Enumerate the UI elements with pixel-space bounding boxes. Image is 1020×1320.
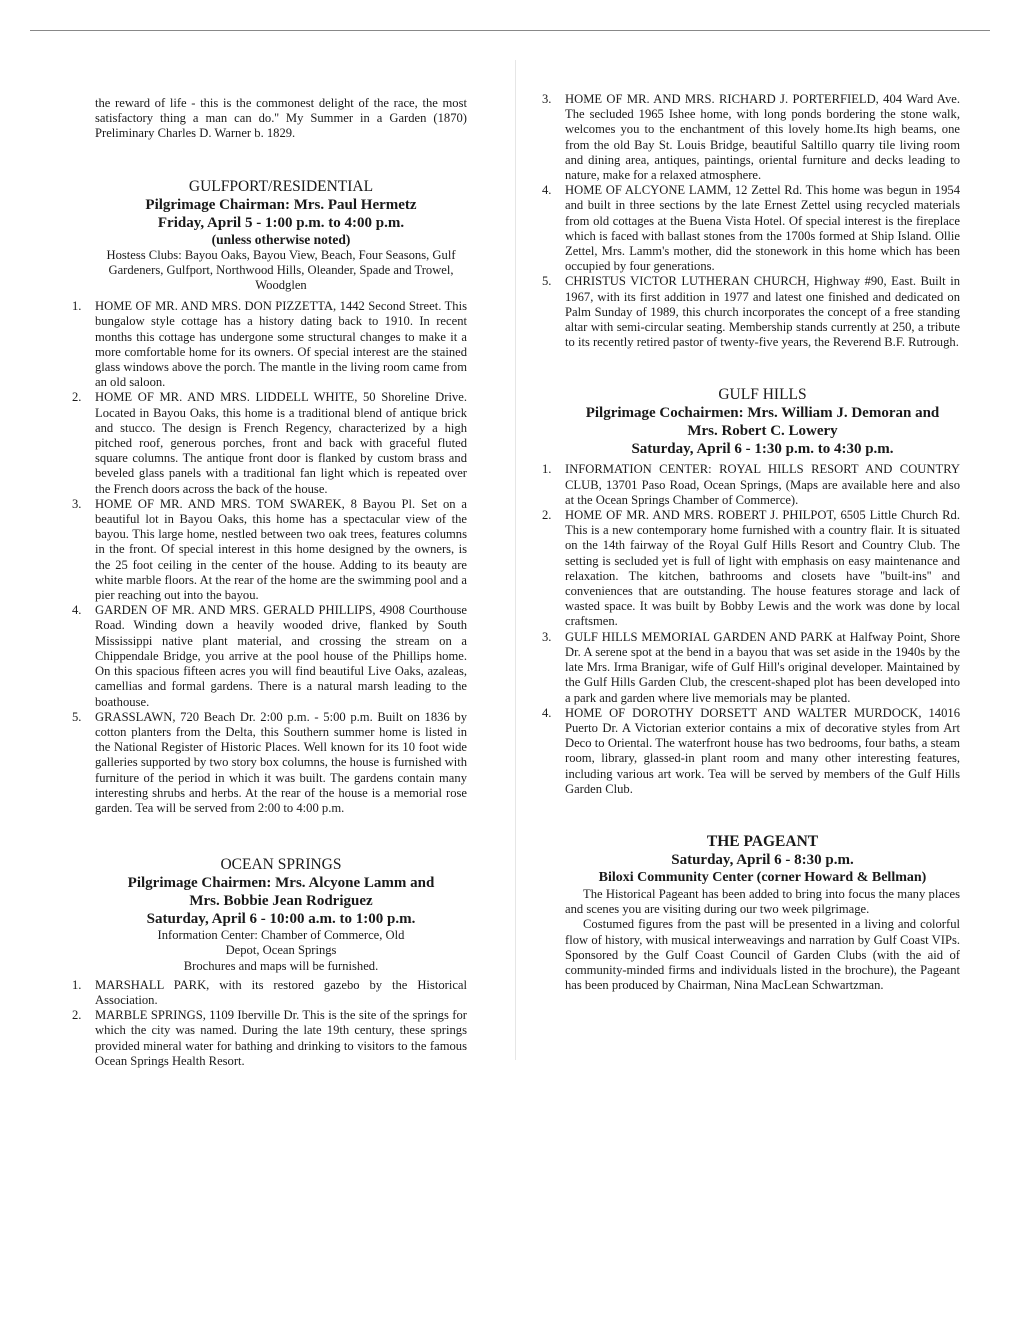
list-item: 4. HOME OF ALCYONE LAMM, 12 Zettel Rd. This home was begun in 1954 and built in three sections by the late Ernest Zettel using recycled materials from old cottages at the Buena Vista Hotel. Of special interest is the fireplace which is faced with ballast stones from the 1700s formed at Ship Island. Ollie Zettel, Mrs. Lamm's mother, did the stonework in this home which has been occupied by four generations. (542, 183, 960, 274)
gulfport-chair: Pilgrimage Chairman: Mrs. Paul Hermetz (145, 196, 417, 213)
ocean-springs-date: Saturday, April 6 - 10:00 a.m. to 1:00 p.m. (146, 911, 416, 928)
gulfport-hostess: Hostess Clubs: Bayou Oaks, Bayou View, Beach, Four Seasons, Gulf Gardeners, Gulfport, Northwood Hills, Oleander, Spade and Trowel, Woodglen (106, 247, 456, 293)
ocean-springs-title: OCEAN SPRINGS (220, 856, 342, 874)
intro-quote: the reward of life - this is the commonest delight of the race, the most satisfactory thing a man can do.'' My Summer in a Garden (1870) Preliminary Charles D. Warner b. 1829. (95, 96, 467, 141)
list-item: 1. MARSHALL PARK, with its restored gazebo by the Historical Association. (72, 977, 467, 1007)
list-item: 2. HOME OF MR. AND MRS. ROBERT J. PHILPOT, 6505 Little Church Rd. This is a new contemporary home furnished with a country flair. It is situated on the 14th fairway of the Royal Gulf Hills Resort and Country Club. The setting is secluded yet is full of light with emphasis on easy maintenance and relaxation. The kitchen, bathrooms and closets have ''built-ins'' and conveniences that are outstanding. The house features storage and lack of wasted space. It was built by Bobby Lewis and the work was done by local craftsmen. (542, 508, 960, 629)
gulf-hills-chair: Pilgrimage Cochairmen: Mrs. William J. Demoran and Mrs. Robert C. Lowery (585, 405, 940, 440)
pageant-title: THE PAGEANT (706, 832, 819, 850)
right-column (542, 92, 960, 993)
pageant-place: Biloxi Community Center (corner Howard & Bellman) (598, 869, 927, 885)
ocean-springs-info: Information Center: Chamber of Commerce, Old Depot, Ocean Springs (157, 928, 405, 958)
list-item: 4. HOME OF DOROTHY DORSETT AND WALTER MURDOCK, 14016 Puerto Dr. A Victorian exterior contains a mix of decorative styles from Art Deco to Oriental. The waterfront house has two bedrooms, four baths, a steam room, library, glassed-in plant room and many other interesting features, including various art work. Tea will be served by members of the Gulf Hills Garden Club. (542, 705, 960, 796)
left-column (72, 96, 467, 1069)
gulf-hills-list (542, 462, 960, 796)
page-top-edge (30, 30, 990, 31)
ocean-springs-list (72, 977, 467, 1069)
list-item: 2. HOME OF MR. AND MRS. LIDDELL WHITE, 50 Shoreline Drive. Located in Bayou Oaks, this home is a traditional blend of antique brick and stucco. The design is French Regency, characterized by a high pitched roof, generous porches, front and back with graceful fluted square columns. The antique front door is flanked by custom brass and beveled glass panels with a traditional fan light which is repeated over the French doors across the back of the house. (72, 390, 467, 496)
list-item: 5. GRASSLAWN, 720 Beach Dr. 2:00 p.m. - 5:00 p.m. Built on 1836 by cotton planters from the Delta, this Southern summer home is listed in the National Register of Historic Places. Well known for its 10 foot wide galleries supported by two story box columns, the house is furnished with furniture of the period in which it was built. The gardens contain many interesting shrubs and herbs. At the rear of the house is a memorial rose garden. Tea will be served from 2:00 to 4:00 p.m. (72, 709, 467, 815)
list-item: 3. HOME OF MR. AND MRS. TOM SWAREK, 8 Bayou Pl. Set on a beautiful lot in Bayou Oaks, this home has a spectacular view of the bayou. This large home, nestled between two oak trees, features columns in the front. Of special interest in this home designed by the owners, is the 25 foot ceiling in the center of the house. Adding to its beauty are white marble floors. At the rear of the home are the swimming pool and a pier reaching out into the bayou. (72, 496, 467, 603)
list-item: 2. MARBLE SPRINGS, 1109 Iberville Dr. This is the site of the springs for which the city was named. During the late 19th century, these springs provided mineral water for bathing and drinking to visitors to the famous Ocean Springs Health Resort. (72, 1008, 467, 1068)
gulfport-note: (unless otherwise noted) (211, 231, 351, 247)
gulfport-list (72, 299, 467, 816)
list-item: 1. HOME OF MR. AND MRS. DON PIZZETTA, 1442 Second Street. This bungalow style cottage has a history dating back to 1910. In recent months this cottage has undergone some structural changes to make it a more comfortable home for its owners. Of special interest are the stained glass windows above the porch. The mantle in the living room came from an old saloon. (72, 299, 467, 390)
gulfport-title: GULFPORT/RESIDENTIAL (188, 177, 374, 195)
list-item: 4. GARDEN OF MR. AND MRS. GERALD PHILLIPS, 4908 Courthouse Road. Winding down a heavily wooded drive, flanked by South Mississippi native plant material, and crossing the stream on a Chippendale Bridge, you arrive at the pool house of the Phillips home. On this spacious fifteen acres you will find beautiful Live Oaks, azaleas, camellias and formal gardens. There is a natural marsh leading to the boathouse. (72, 603, 467, 709)
ocean-springs-chair: Pilgrimage Chairmen: Mrs. Alcyone Lamm and Mrs. Bobbie Jean Rodriguez (127, 875, 435, 910)
gulf-hills-date: Saturday, April 6 - 1:30 p.m. to 4:30 p.m. (631, 441, 894, 458)
list-item: 1. INFORMATION CENTER: ROYAL HILLS RESORT AND COUNTRY CLUB, 13701 Paso Road, Ocean Springs, (Maps are available here and also at the Ocean Springs Chamber of Commerce). (542, 462, 960, 507)
pageant-date: Saturday, April 6 - 8:30 p.m. (671, 851, 854, 868)
ocean-springs-list-continued (542, 92, 960, 350)
pageant-paragraph-1: The Historical Pageant has been added to bring into focus the many places and scenes you are visiting during our two week pilgrimage. (565, 886, 960, 917)
gulfport-date: Friday, April 5 - 1:00 p.m. to 4:00 p.m. (157, 214, 405, 231)
page-fold (515, 60, 516, 1060)
pageant-paragraph-2: Costumed figures from the past will be presented in a living and colorful flow of history, with musical interweavings and narration by Gulf Coast VIPs. Sponsored by the Gulf Coast Council of Garden Clubs (with the aid of community-minded firms and individuals listed in the brochure), the Pageant has been produced by Chairman, Nina MacLean Schwartzman. (565, 917, 960, 993)
list-item: 5. CHRISTUS VICTOR LUTHERAN CHURCH, Highway #90, East. Built in 1967, with its first addition in 1977 and latest one finished and dedicated on Palm Sunday of 1989, this church incorporates the concept of a free standing altar with semi-circular seating. Membership stands currently at 250, a tribute to its recently retired pastor of twenty-five years, the Reverend B.F. Rutrough. (542, 274, 960, 350)
ocean-springs-brochures: Brochures and maps will be furnished. (183, 958, 379, 973)
list-item: 3. HOME OF MR. AND MRS. RICHARD J. PORTERFIELD, 404 Ward Ave. The secluded 1965 Ishee home, with long ponds bordering the stone walk, welcomes you to the enchantment of this lovely home.Its high beams, one from the old Bay St. Louis Bridge, beautiful Saltillo quarry tile living room and dining area, antiques, paintings, oriental furniture and decks leading to nature, make for a relaxed atmosphere. (542, 92, 960, 183)
gulf-hills-title: GULF HILLS (718, 386, 807, 404)
list-item: 3. GULF HILLS MEMORIAL GARDEN AND PARK at Halfway Point, Shore Dr. A serene spot at the bend in a bayou that was set aside in the 1940s by the late Mrs. Irma Branigar, wife of Gulf Hill's original developer. Maintained by the Gulf Hills Garden Club, the crescent-shaped plot has been developed into a park and garden where live memorials may be planted. (542, 629, 960, 705)
